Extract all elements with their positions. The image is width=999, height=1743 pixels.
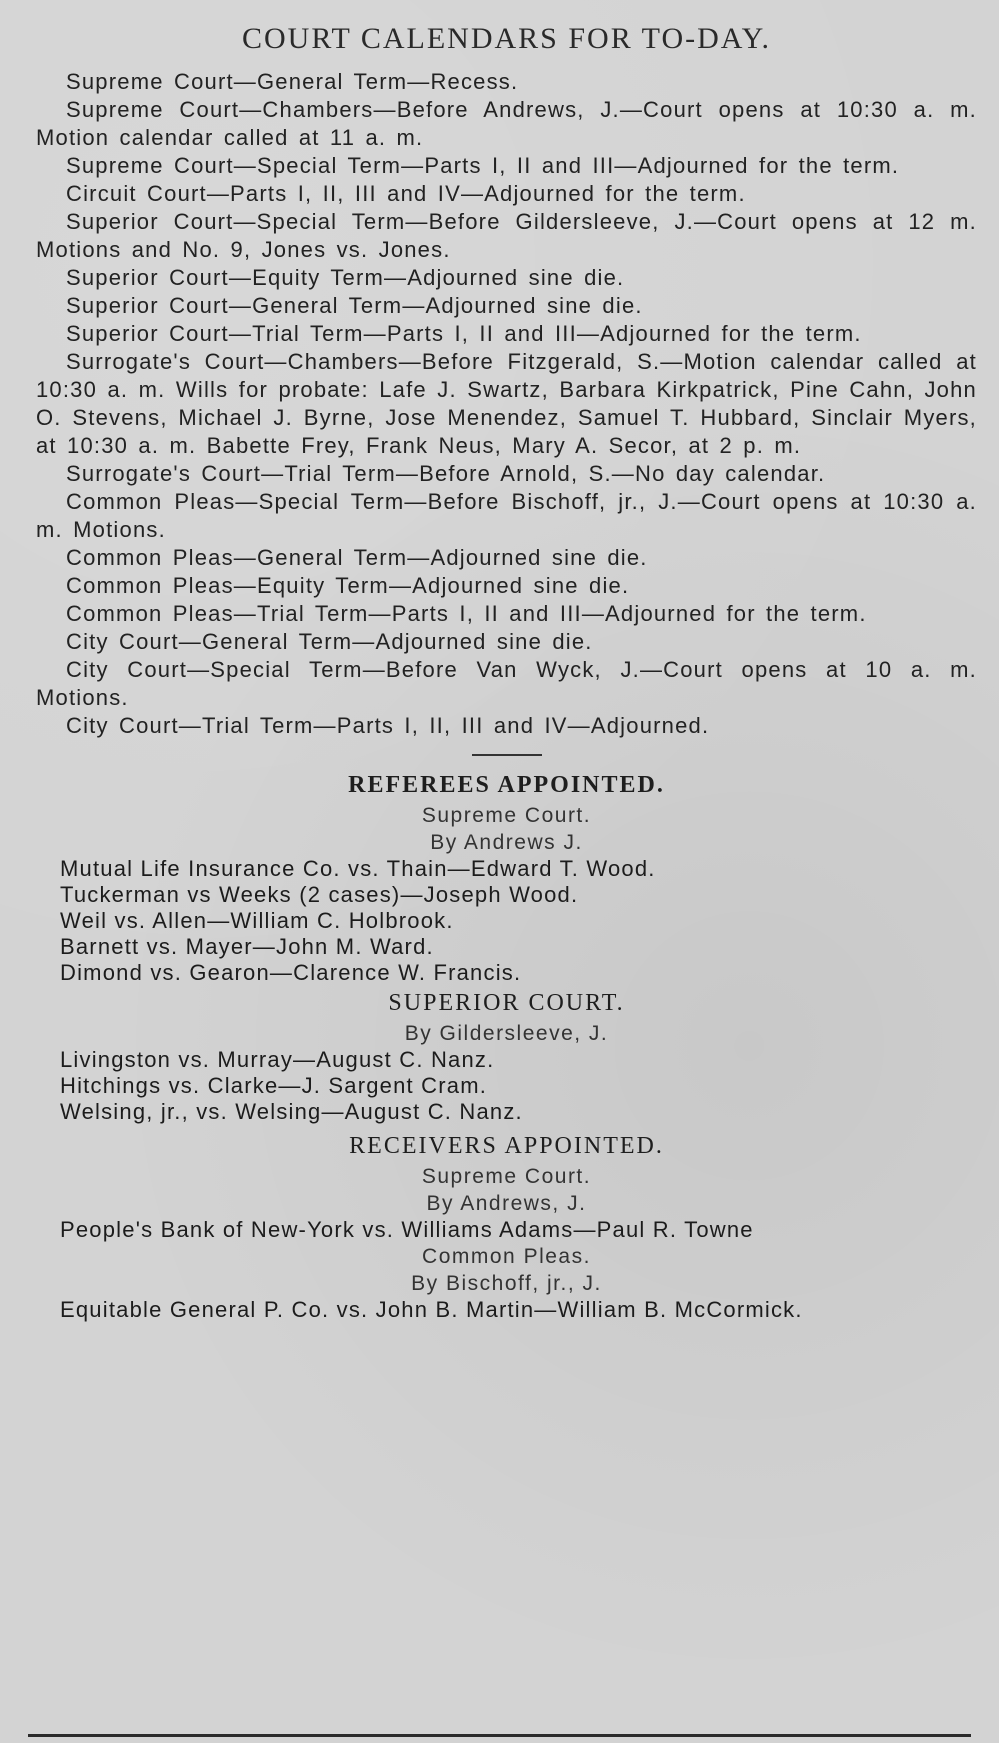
court-heading: SUPERIOR COURT.: [388, 990, 625, 1016]
calendar-entry: City Court—General Term—Adjourned sine die.: [66, 629, 593, 654]
referee-item: Weil vs. Allen—William C. Holbrook.: [60, 908, 454, 933]
judge-line: By Bischoff, jr., J.: [411, 1272, 602, 1295]
calendar-entry: Surrogate's Court—Chambers—Before Fitzgerald, S.—Motion calendar called at 10:30 a. m. Wills for probate: Lafe J. Swartz, Barbara Kirkpatrick, Pine Cahn, John O. Stevens, Michael J. Byrne, Jose Menendez, Samuel T. Hubbard, Sinclair Myers, at 10:30 a. m. Babette Frey, Frank Neus, Mary A. Secor, at 2 p. m.: [36, 349, 977, 458]
calendar-entry: Superior Court—Equity Term—Adjourned sine die.: [66, 265, 625, 290]
judge-line: By Gildersleeve, J.: [404, 1022, 609, 1045]
referees-heading: REFEREES APPOINTED.: [348, 772, 665, 798]
calendar-entry: Common Pleas—General Term—Adjourned sine die.: [66, 545, 648, 570]
referee-item: Barnett vs. Mayer—John M. Ward.: [60, 934, 434, 959]
calendar-entry: Common Pleas—Equity Term—Adjourned sine die.: [66, 573, 630, 598]
calendar-entry: Supreme Court—Chambers—Before Andrews, J.—Court opens at 10:30 a. m. Motion calendar called at 11 a. m.: [36, 97, 977, 150]
referee-item: Hitchings vs. Clarke—J. Sargent Cram.: [60, 1073, 488, 1098]
referee-item: Tuckerman vs Weeks (2 cases)—Joseph Wood.: [60, 882, 579, 907]
judge-line: By Andrews J.: [430, 831, 583, 854]
referees-section: [36, 770, 977, 1125]
calendar-entry: Superior Court—General Term—Adjourned sine die.: [66, 293, 643, 318]
calendar-entry: Common Pleas—Special Term—Before Bischoff, jr., J.—Court opens at 10:30 a. m. Motions.: [36, 489, 977, 542]
calendar-entry: Supreme Court—Special Term—Parts I, II and III—Adjourned for the term.: [66, 153, 900, 178]
page-title: COURT CALENDARS FOR TO-DAY.: [242, 22, 771, 55]
section-divider: [472, 754, 542, 756]
receiver-item: People's Bank of New-York vs. Williams Adams—Paul R. Towne: [60, 1217, 754, 1242]
referee-item: Mutual Life Insurance Co. vs. Thain—Edward T. Wood.: [60, 856, 656, 881]
receiver-item: Equitable General P. Co. vs. John B. Martin—William B. McCormick.: [60, 1297, 803, 1322]
court-name: Supreme Court.: [421, 1165, 592, 1188]
judge-line: By Andrews, J.: [426, 1192, 587, 1215]
calendar-list: [36, 68, 977, 740]
receivers-section: [36, 1131, 977, 1323]
referee-item: Dimond vs. Gearon—Clarence W. Francis.: [60, 960, 522, 985]
calendar-entry: Surrogate's Court—Trial Term—Before Arnold, S.—No day calendar.: [66, 461, 826, 486]
receivers-heading: RECEIVERS APPOINTED.: [349, 1133, 664, 1159]
referee-item: Welsing, jr., vs. Welsing—August C. Nanz.: [60, 1099, 523, 1124]
calendar-entry: Superior Court—Trial Term—Parts I, II and III—Adjourned for the term.: [66, 321, 862, 346]
calendar-entry: Supreme Court—General Term—Recess.: [66, 69, 519, 94]
referee-item: Livingston vs. Murray—August C. Nanz.: [60, 1047, 495, 1072]
court-name: Supreme Court.: [421, 804, 592, 827]
court-name: Common Pleas.: [422, 1245, 591, 1268]
calendar-entry: City Court—Special Term—Before Van Wyck, J.—Court opens at 10 a. m. Motions.: [36, 657, 977, 710]
calendar-entry: Superior Court—Special Term—Before Gildersleeve, J.—Court opens at 12 m. Motions and No. 9, Jones vs. Jones.: [36, 209, 977, 262]
calendar-entry: City Court—Trial Term—Parts I, II, III and IV—Adjourned.: [66, 713, 710, 738]
calendar-entry: Circuit Court—Parts I, II, III and IV—Adjourned for the term.: [66, 181, 746, 206]
bottom-rule: [28, 1734, 971, 1737]
calendar-entry: Common Pleas—Trial Term—Parts I, II and III—Adjourned for the term.: [66, 601, 867, 626]
